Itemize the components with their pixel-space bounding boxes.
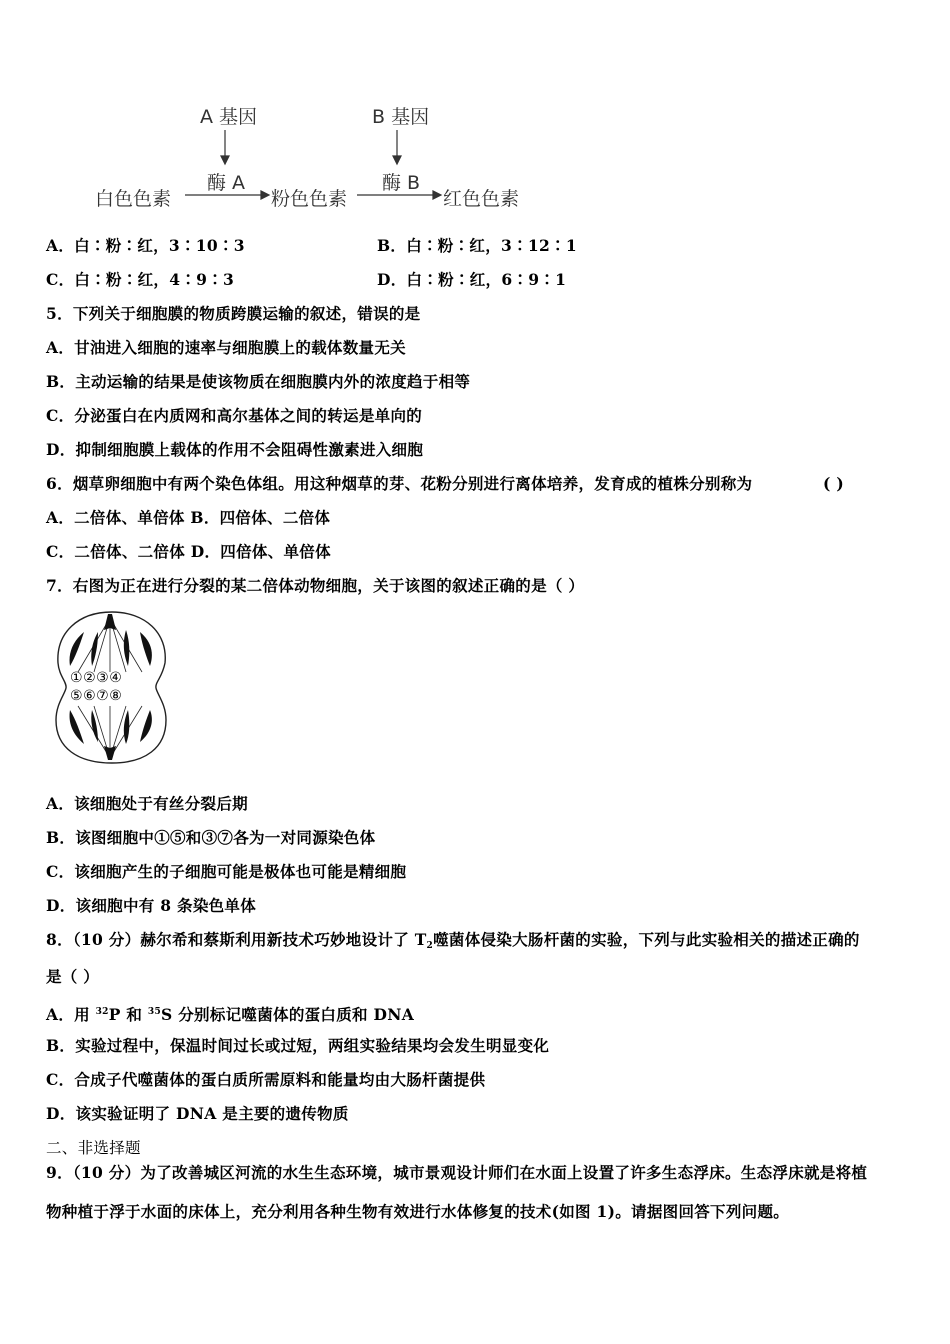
q8-a-sup2: 35 <box>147 1007 162 1017</box>
q7-stem: 7．右图为正在进行分裂的某二倍体动物细胞，关于该图的叙述正确的是（ ） <box>46 576 585 595</box>
q8-option-a <box>46 1002 414 1025</box>
label-6: ⑥ <box>83 688 97 704</box>
q7-option-d: D．该细胞中有 8 条染色单体 <box>46 896 257 915</box>
q5-stem: 5．下列关于细胞膜的物质跨膜运输的叙述，错误的是 <box>46 304 421 323</box>
enzyme-b-label: 酶 B <box>382 172 421 194</box>
label-3: ③ <box>96 670 110 686</box>
q4-option-d: D．白∶粉∶红，6∶9∶1 <box>377 270 567 289</box>
q8-stem-suffix: 噬菌体侵染大肠杆菌的实验，下列与此实验相关的描述正确的 <box>433 930 860 949</box>
label-7: ⑦ <box>96 688 110 704</box>
red-pigment-label: 红色色素 <box>443 188 520 210</box>
q4-option-c: C．白∶粉∶红，4∶9∶3 <box>46 270 235 289</box>
q4-option-b: B．白∶粉∶红，3∶12∶1 <box>377 236 577 255</box>
label-8: ⑧ <box>109 688 123 704</box>
q8-option-d: D．该实验证明了 DNA 是主要的遗传物质 <box>46 1104 349 1123</box>
q5-option-c: C．分泌蛋白在内质网和高尔基体之间的转运是单向的 <box>46 406 423 425</box>
q8-stem-prefix: 8．（10 分）赫尔希和蔡斯利用新技术巧妙地设计了 T <box>46 930 427 949</box>
gene-a-label: A 基因 <box>200 106 258 128</box>
q7-option-c: C．该细胞产生的子细胞可能是极体也可能是精细胞 <box>46 862 407 881</box>
chromosome-labels-top <box>70 670 122 686</box>
q8-a-suffix: S 分别标记噬菌体的蛋白质和 DNA <box>161 1005 415 1024</box>
q6-options-cd: C．二倍体、二倍体 D．四倍体、单倍体 <box>46 542 331 561</box>
enzyme-a-label: 酶 A <box>207 172 246 194</box>
q6-blank: ( ) <box>823 474 844 493</box>
pigment-pathway-diagram <box>85 96 555 216</box>
section-title-nonchoice: 二、非选择题 <box>46 1139 141 1157</box>
q8-stem-line2: 是（ ） <box>46 967 100 986</box>
q8-a-prefix: A．用 <box>46 1005 96 1024</box>
q6-options-ab: A．二倍体、单倍体 B．四倍体、二倍体 <box>46 508 331 527</box>
label-4: ④ <box>109 670 123 686</box>
q8-option-b: B．实验过程中，保温时间过长或过短，两组实验结果均会发生明显变化 <box>46 1036 550 1055</box>
q5-option-a: A．甘油进入细胞的速率与细胞膜上的载体数量无关 <box>46 338 406 357</box>
pathway-arrows <box>85 96 555 216</box>
q5-option-b: B．主动运输的结果是使该物质在细胞膜内外的浓度趋于相等 <box>46 372 471 391</box>
q5-option-d: D．抑制细胞膜上载体的作用不会阻碍性激素进入细胞 <box>46 440 424 459</box>
chromosome-labels-bottom <box>70 688 122 704</box>
gene-b-label: B 基因 <box>372 106 430 128</box>
white-pigment-label: 白色色素 <box>95 188 172 210</box>
label-5: ⑤ <box>70 688 84 704</box>
q4-option-a: A．白∶粉∶红，3∶10∶3 <box>46 236 245 255</box>
label-1: ① <box>70 670 84 686</box>
q8-a-sup1: 32 <box>95 1007 109 1017</box>
dividing-cell-figure <box>50 608 175 768</box>
q8-option-c: C．合成子代噬菌体的蛋白质所需原料和能量均由大肠杆菌提供 <box>46 1070 486 1089</box>
q8-stem-subscript: 2 <box>426 941 434 951</box>
q8-stem <box>46 930 860 956</box>
pink-pigment-label: 粉色色素 <box>271 188 348 210</box>
q6-stem: 6．烟草卵细胞中有两个染色体组。用这种烟草的芽、花粉分别进行离体培养，发育成的植株分别称为 <box>46 474 753 493</box>
q7-option-b: B．该图细胞中①⑤和③⑦各为一对同源染色体 <box>46 828 376 847</box>
q8-a-mid: P 和 <box>108 1005 148 1024</box>
q9-line2: 物种植于浮于水面的床体上，充分利用各种生物有效进行水体修复的技术(如图 1)。请据图回答下列问题。 <box>46 1202 790 1221</box>
q9-line1: 9．（10 分）为了改善城区河流的水生生态环境，城市景观设计师们在水面上设置了许多生态浮床。生态浮床就是将植 <box>46 1163 868 1182</box>
label-2: ② <box>83 670 97 686</box>
q7-option-a: A．该细胞处于有丝分裂后期 <box>46 794 248 813</box>
